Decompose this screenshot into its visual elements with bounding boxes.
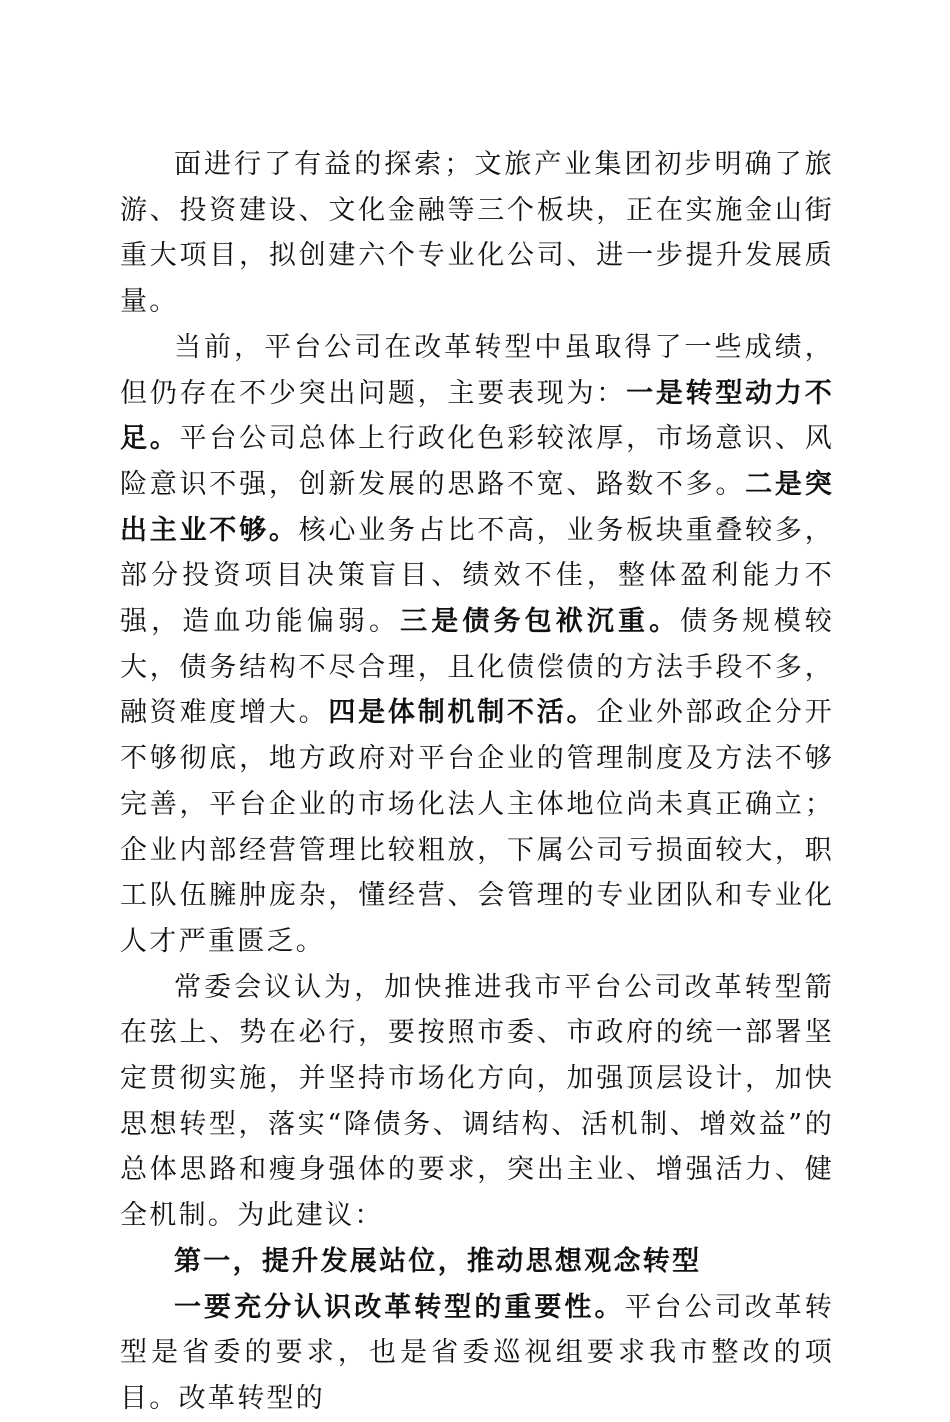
paragraph-current-problems (120, 325, 834, 965)
paragraph-committee-opinion: 常委会议认为，加快推进我市平台公司改革转型箭在弦上、势在必行，要按照市委、市政府的统一部署坚定贯彻实施，并坚持市场化方向，加强顶层设计，加快思想转型，落实“降债务、调结构、活机制、增效益”的总体思路和瘦身强体的要求，突出主业、增强活力、健全机制。为此建议： (120, 971, 834, 1232)
problem-4-text: 企业外部政企分开不够彻底，地方政府对平台企业的管理制度及方法不够完善，平台企业的市场化法人主体地位尚未真正确立；企业内部经营管理比较粗放，下属公司亏损面较大，职工队伍臃肿庞杂，懂经营、会管理的专业团队和专业化人才严重匮乏。 (120, 697, 834, 957)
paragraph-importance (120, 1285, 834, 1422)
problem-1-heading: 一是转型动力不足。 (120, 377, 834, 455)
point-1-heading: 一要充分认识改革转型的重要性。 (174, 1291, 625, 1323)
problems-intro-text: 当前，平台公司在改革转型中虽取得了一些成绩，但仍存在不少突出问题，主要表现为： (120, 331, 834, 409)
section-heading-first: 第一，提升发展站位，推动思想观念转型 (174, 1245, 702, 1277)
problem-4-heading: 四是体制机制不活。 (328, 697, 597, 729)
problem-1-text: 平台公司总体上行政化色彩较浓厚，市场意识、风险意识不强，创新发展的思路不宽、路数不多。 (120, 423, 834, 500)
problem-2-text: 核心业务占比不高，业务板块重叠较多，部分投资项目决策盲目、绩效不佳，整体盈利能力不强，造血功能偏弱。 (120, 514, 834, 638)
point-1-text: 平台公司改革转型是省委的要求，也是省委巡视组要求我市整改的项目。改革转型的 (120, 1291, 834, 1414)
problem-2-heading: 二是突出主业不够。 (120, 468, 834, 546)
problem-3-heading: 三是债务包袱沉重。 (400, 606, 681, 638)
paragraph-exploration-summary: 面进行了有益的探索；文旅产业集团初步明确了旅游、投资建设、文化金融等三个板块，正在实施金山街重大项目，拟创建六个专业化公司、进一步提升发展质量。 (120, 149, 834, 318)
document-page (120, 142, 834, 1422)
problem-3-text: 债务规模较大，债务结构不尽合理，且化债偿债的方法手段不多，融资难度增大。 (120, 606, 835, 729)
